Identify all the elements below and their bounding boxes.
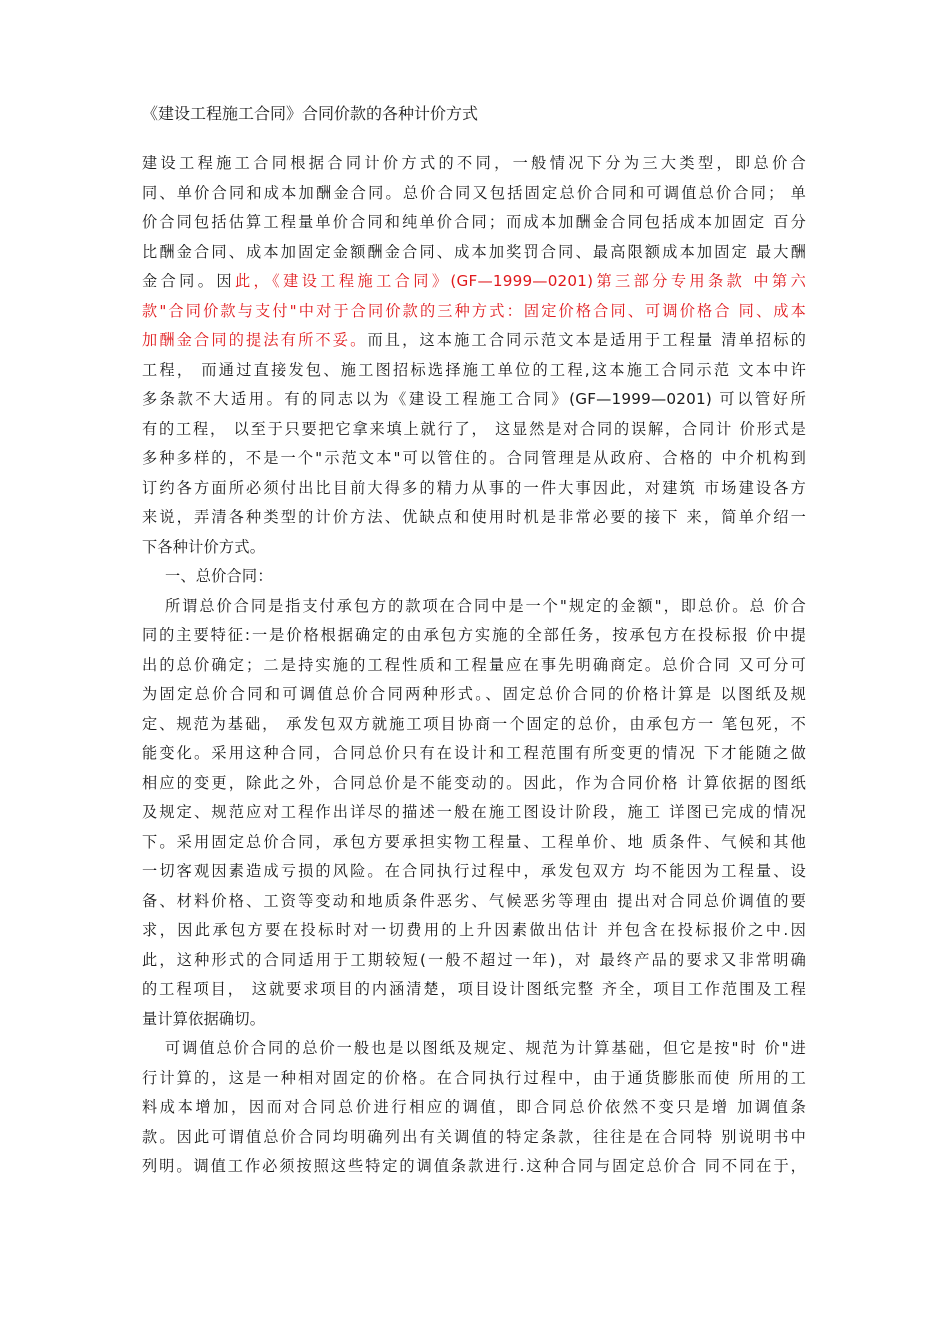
text-segment: 行计算的，这是一种相对固定的价格。在合同执行过程中，由于通货膨胀而使 所用的工 (142, 1068, 806, 1087)
text-line (142, 710, 806, 740)
text-segment: 有的工程， 以至于只要把它拿来填上就行了， 这显然是对合同的误解，合同计 价形式是 (142, 419, 806, 438)
text-line (142, 267, 806, 297)
text-segment: 量计算依据确切。 (142, 1009, 266, 1028)
text-line (142, 533, 806, 563)
document-body (142, 149, 806, 1182)
text-line (142, 592, 806, 622)
text-segment: 所谓总价合同是指支付承包方的款项在合同中是一个"规定的金额"，即总价。总 价合 (165, 596, 806, 615)
highlighted-text: 加酬金合同的提法有所不妥。 (142, 331, 368, 349)
text-segment: 为固定总价合同和可调值总价合同两种形式。、固定总价合同的价格计算是 以图纸及规 (142, 685, 806, 703)
text-line (142, 385, 806, 415)
text-line (142, 179, 806, 209)
text-segment: 可调值总价合同的总价一般也是以图纸及规定、规范为计算基础，但它是按"时 价"进 (165, 1039, 806, 1057)
highlighted-text: 款"合同价款与支付"中对于合同价款的三种方式：固定价格合同、可调价格合 同、成本 (142, 301, 806, 320)
text-segment: 及规定、规范应对工程作出详尽的描述一般在施工图设计阶段，施工 详图已完成的情况 (142, 803, 806, 821)
text-segment: 能变化。采用这种合同，合同总价只有在设计和工程范围有所变更的情况 下才能随之做 (142, 744, 806, 762)
text-line (142, 828, 806, 858)
text-line (142, 238, 806, 268)
text-segment: 下各种计价方式。 (142, 537, 266, 556)
text-line (142, 503, 806, 533)
text-line (142, 1152, 806, 1182)
text-segment: 料成本增加，因而对合同总价进行相应的调值，即合同总价依然不变只是增 加调值条 (142, 1098, 806, 1116)
text-line (142, 1123, 806, 1153)
text-line (142, 326, 806, 356)
text-segment: 价合同包括估算工程量单价合同和纯单价合同；而成本加酬金合同包括成本加固定 百分 (142, 213, 806, 231)
text-line (142, 415, 806, 445)
text-line (142, 621, 806, 651)
text-segment: 来说，弄清各种类型的计价方法、优缺点和使用时机是非常必要的接下 来，简单介绍一 (142, 508, 806, 526)
text-segment: 一、总价合同： (165, 567, 273, 585)
text-line (142, 1034, 806, 1064)
text-line (142, 769, 806, 799)
text-segment: 建设工程施工合同根据合同计价方式的不同，一般情况下分为三大类型，即总价合 (142, 154, 806, 172)
text-line (142, 916, 806, 946)
text-line (142, 651, 806, 681)
text-line (142, 1005, 806, 1035)
document-title: 《建设工程施工合同》合同价款的各种计价方式 (142, 104, 479, 123)
text-segment: 比酬金合同、成本加固定金额酬金合同、成本加奖罚合同、最高限额成本加固定 最大酬 (142, 242, 806, 261)
text-line (142, 975, 806, 1005)
text-segment: 多种多样的，不是一个"示范文本"可以管住的。合同管理是从政府、合格的 中介机构到 (142, 449, 806, 467)
text-line (142, 1093, 806, 1123)
text-segment: 的工程项目， 这就要求项目的内涵清楚，项目设计图纸完整 齐全，项目工作范围及工程 (142, 980, 806, 998)
text-line (142, 857, 806, 887)
text-segment: 下。采用固定总价合同，承包方要承担实物工程量、工程单价、地 质条件、气候和其他 (142, 832, 806, 851)
text-line (142, 798, 806, 828)
text-segment: 同的主要特征:一是价格根据确定的由承包方实施的全部任务，按承包方在投标报 价中提 (142, 626, 806, 644)
text-line (142, 887, 806, 917)
text-segment: 一切客观因素造成亏损的风险。在合同执行过程中，承发包双方 均不能因为工程量、设 (142, 862, 806, 880)
text-line (142, 444, 806, 474)
text-segment: 此，这种形式的合同适用于工期较短(一般不超过一年)，对 最终产品的要求又非常明确 (142, 950, 806, 969)
text-segment: 而且，这本施工合同示范文本是适用于工程量 清单招标的 (367, 331, 806, 349)
text-segment: 订约各方面所必须付出比目前大得多的精力从事的一件大事因此，对建筑 市场建设各方 (142, 478, 806, 497)
text-segment: 同、单价合同和成本加酬金合同。总价合同又包括固定总价合同和可调值总价合同； 单 (142, 183, 806, 202)
text-line (142, 356, 806, 386)
text-segment: 出的总价确定；二是持实施的工程性质和工程量应在事先明确商定。总价合同 又可分可 (142, 655, 806, 674)
text-segment: 工程， 而通过直接发包、施工图招标选择施工单位的工程,这本施工合同示范 文本中许 (142, 360, 806, 379)
text-line (142, 474, 806, 504)
text-line (142, 562, 806, 592)
text-line (142, 1064, 806, 1094)
text-segment: 相应的变更，除此之外，合同总价是不能变动的。因此，作为合同价格 计算依据的图纸 (142, 773, 806, 792)
text-line (142, 739, 806, 769)
text-segment: 备、材料价格、工资等变动和地质条件恶劣、气候恶劣等理由 提出对合同总价调值的要 (142, 891, 806, 910)
text-line (142, 946, 806, 976)
text-segment: 金合同。因 (142, 272, 235, 290)
text-segment: 多条款不大适用。有的同志以为《建设工程施工合同》(GF—1999—0201) 可以管好所 (142, 390, 806, 408)
text-segment: 款。因此可谓值总价合同均明确列出有关调值的特定条款，往往是在合同特 别说明书中 (142, 1127, 806, 1146)
text-line (142, 149, 806, 179)
highlighted-text: 此，《建设工程施工合同》(GF—1999—0201)第三部分专用条款 中第六 (234, 272, 806, 290)
text-segment: 列明。调值工作必须按照这些特定的调值条款进行.这种合同与固定总价合 同不同在于， (142, 1157, 806, 1175)
text-segment: 定、规范为基础， 承发包双方就施工项目协商一个固定的总价，由承包方一 笔包死，不 (142, 714, 806, 733)
text-line (142, 208, 806, 238)
text-line (142, 297, 806, 327)
text-segment: 求，因此承包方要在投标时对一切费用的上升因素做出估计 并包含在投标报价之中.因 (142, 921, 806, 939)
text-line (142, 680, 806, 710)
